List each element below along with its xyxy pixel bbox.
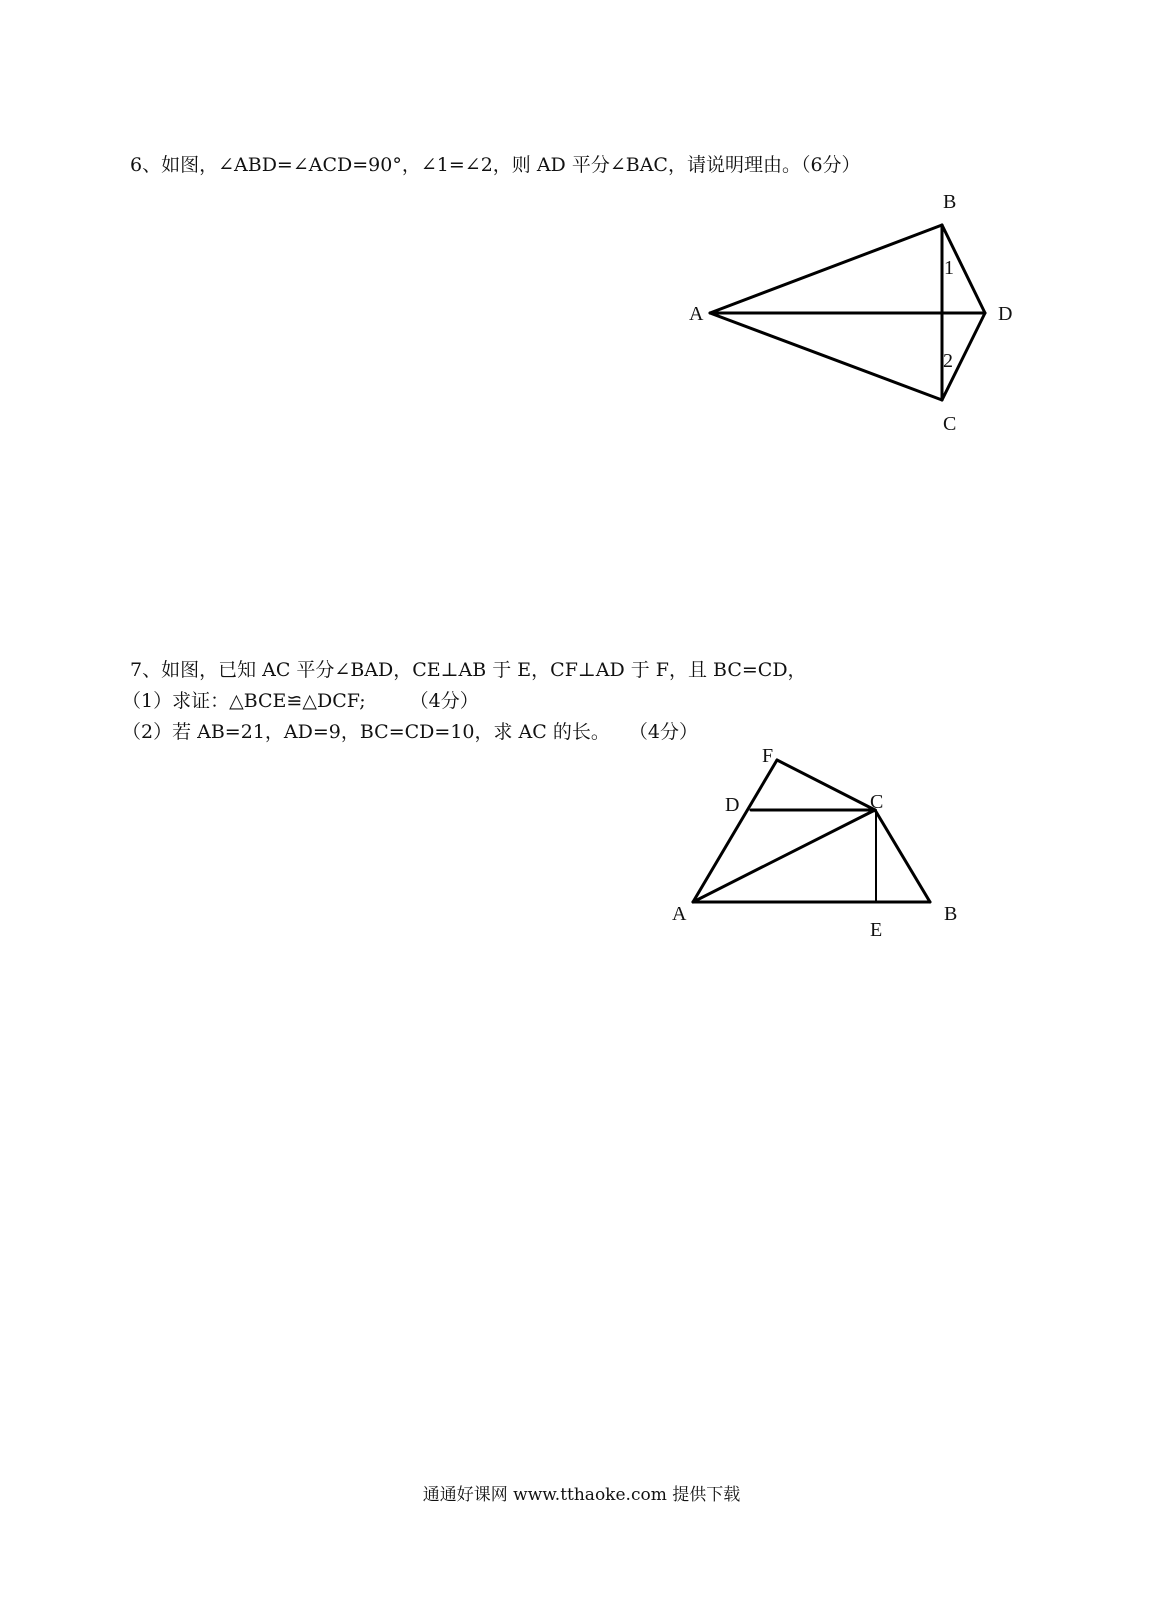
label-b: B xyxy=(944,903,958,925)
q6-text: 6、如图，∠ABD=∠ACD=90°，∠1=∠2，则 AD 平分∠BAC，请说明理由。（6分） xyxy=(130,154,861,176)
label-a: A xyxy=(672,903,687,925)
q7-text: 7、如图，已知 AC 平分∠BAD，CE⊥AB 于 E，CF⊥AD 于 F，且 BC=CD， xyxy=(130,659,807,681)
segment-ac xyxy=(710,313,942,400)
label-c: C xyxy=(870,791,884,813)
label-b: B xyxy=(943,191,957,213)
q7-part2: （2）若 AB=21，AD=9，BC=CD=10，求 AC 的长。 （4分） xyxy=(122,721,698,743)
segment-ab xyxy=(710,225,942,313)
label-e: E xyxy=(870,919,883,941)
footer-credit: 通通好课网 www.tthaoke.com 提供下载 xyxy=(422,1485,741,1505)
label-f: F xyxy=(762,745,774,767)
label-c: C xyxy=(943,413,957,435)
q6-figure xyxy=(680,190,1040,440)
label-d: D xyxy=(998,303,1013,325)
segment-fc xyxy=(777,760,875,810)
label-angle-1: 1 xyxy=(944,257,954,279)
q7-figure xyxy=(660,740,980,950)
label-angle-2: 2 xyxy=(943,350,953,372)
segment-cb xyxy=(875,810,930,902)
label-a: A xyxy=(689,303,704,325)
q7-part1: （1）求证：△BCE≌△DCF; （4分） xyxy=(122,690,479,712)
label-d: D xyxy=(725,794,740,816)
